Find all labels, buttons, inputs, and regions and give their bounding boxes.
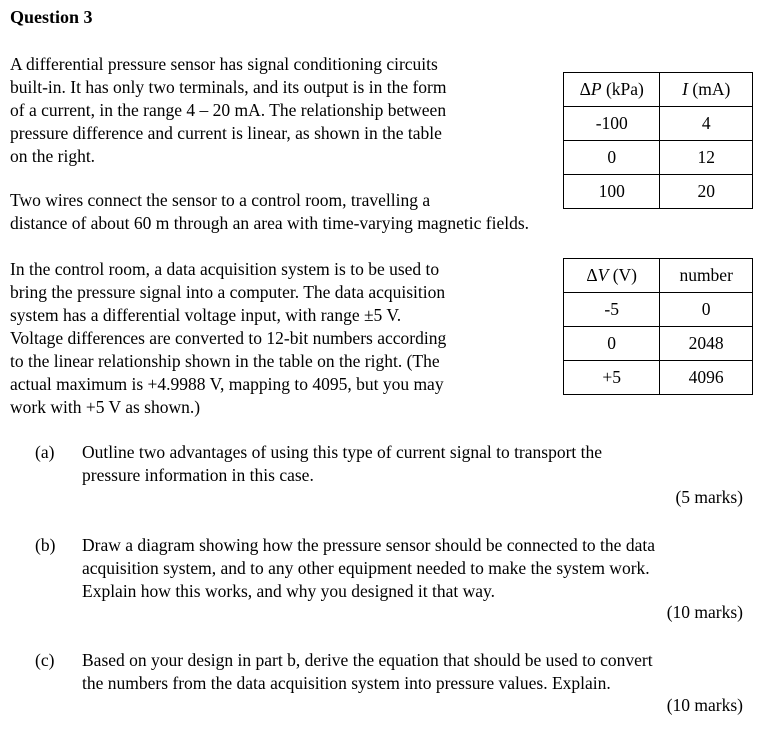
part-b-label: (b) bbox=[35, 535, 56, 555]
table-cell: 12 bbox=[660, 141, 753, 175]
table-row bbox=[564, 361, 753, 395]
intro-paragraph bbox=[10, 53, 446, 168]
part-a-text bbox=[82, 441, 602, 487]
text-line: on the right. bbox=[10, 146, 96, 166]
part-b-text bbox=[82, 534, 655, 603]
part-c-text bbox=[82, 649, 653, 695]
text-line: actual maximum is +4.9988 V, mapping to 4095, but you may bbox=[10, 374, 444, 394]
table-cell: 0 bbox=[564, 141, 660, 175]
text-line: acquisition system, and to any other equipment needed to make the system work. bbox=[82, 558, 650, 578]
text-line: system has a differential voltage input, with range ±5 V. bbox=[10, 305, 402, 325]
current-header: I (mA) bbox=[660, 73, 753, 107]
voltage-number-table bbox=[563, 258, 753, 395]
text-line: A differential pressure sensor has signal conditioning circuits bbox=[10, 54, 438, 74]
text-line: pressure information in this case. bbox=[82, 465, 314, 485]
table-header-row bbox=[564, 73, 753, 107]
table-cell: 4096 bbox=[660, 361, 753, 395]
table-row bbox=[564, 327, 753, 361]
text-line: Outline two advantages of using this type of current signal to transport the bbox=[82, 442, 603, 462]
part-c-label: (c) bbox=[35, 650, 55, 670]
pressure-header: ΔP (kPa) bbox=[564, 73, 660, 107]
text-line: to the linear relationship shown in the table on the right. (The bbox=[10, 351, 440, 371]
wires-paragraph bbox=[10, 189, 529, 235]
table-row bbox=[564, 141, 753, 175]
table-cell: +5 bbox=[564, 361, 660, 395]
text-line: Two wires connect the sensor to a control room, travelling a bbox=[10, 190, 431, 210]
table-header-row bbox=[564, 259, 753, 293]
text-line: built-in. It has only two terminals, and its output is in the form bbox=[10, 77, 447, 97]
number-header: number bbox=[660, 259, 753, 293]
text-line: Based on your design in part b, derive the equation that should be used to convert bbox=[82, 650, 653, 670]
table-row bbox=[564, 107, 753, 141]
table-cell: 0 bbox=[660, 293, 753, 327]
table-cell: -5 bbox=[564, 293, 660, 327]
question-title: Question 3 bbox=[10, 7, 93, 27]
daq-paragraph bbox=[10, 258, 446, 419]
part-a-label: (a) bbox=[35, 442, 55, 462]
text-line: distance of about 60 m through an area with time-varying magnetic fields. bbox=[10, 213, 530, 233]
pressure-current-table bbox=[563, 72, 753, 209]
text-line: bring the pressure signal into a computer. The data acquisition bbox=[10, 282, 446, 302]
table-cell: 20 bbox=[660, 175, 753, 209]
text-line: the numbers from the data acquisition system into pressure values. Explain. bbox=[82, 673, 611, 693]
text-line: In the control room, a data acquisition system is to be used to bbox=[10, 259, 440, 279]
table-cell: 0 bbox=[564, 327, 660, 361]
part-c-marks: (10 marks) bbox=[666, 695, 743, 715]
text-line: Draw a diagram showing how the pressure sensor should be connected to the data bbox=[82, 535, 655, 555]
text-line: of a current, in the range 4 – 20 mA. The relationship between bbox=[10, 100, 447, 120]
voltage-header: ΔV (V) bbox=[564, 259, 660, 293]
text-line: Explain how this works, and why you designed it that way. bbox=[82, 581, 495, 601]
table-cell: -100 bbox=[564, 107, 660, 141]
part-b-marks: (10 marks) bbox=[666, 602, 743, 622]
table-row bbox=[564, 293, 753, 327]
table-cell: 4 bbox=[660, 107, 753, 141]
text-line: Voltage differences are converted to 12-bit numbers according bbox=[10, 328, 447, 348]
text-line: work with +5 V as shown.) bbox=[10, 397, 201, 417]
table-cell: 100 bbox=[564, 175, 660, 209]
part-a-marks: (5 marks) bbox=[675, 487, 743, 507]
table-row bbox=[564, 175, 753, 209]
table-cell: 2048 bbox=[660, 327, 753, 361]
text-line: pressure difference and current is linear, as shown in the table bbox=[10, 123, 442, 143]
